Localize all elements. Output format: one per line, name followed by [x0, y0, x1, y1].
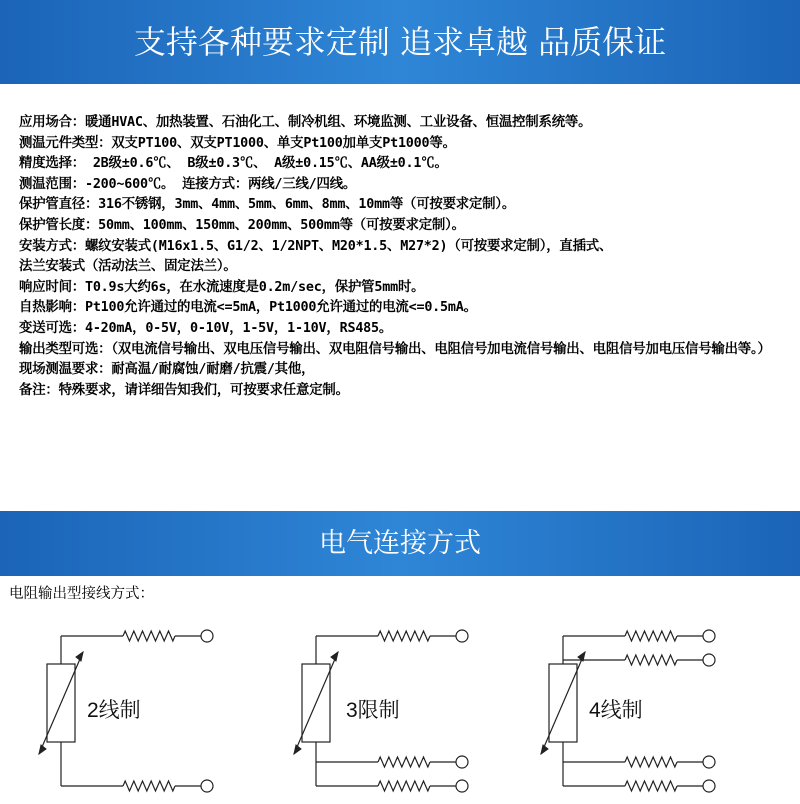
variable-arrow [294, 652, 338, 754]
terminal-circle [703, 780, 715, 792]
terminal-circle [456, 756, 468, 768]
arrow-head [541, 745, 548, 754]
terminal-circle [703, 756, 715, 768]
spec-line: 保护管直径：316不锈钢，3mm、4mm、5mm、6mm、8mm、10mm等（可按要求定制）。 [19, 197, 516, 213]
lead-resistance [625, 757, 677, 767]
spec-line: 自热影响：Pt100允许通过的电流<=5mA，Pt1000允许通过的电流<=0.5mA。 [19, 300, 477, 316]
variable-arrow [39, 652, 83, 754]
wiring-diagram-2wire [25, 606, 265, 800]
spec-line: 法兰安装式（活动法兰、固定法兰）。 [19, 259, 237, 275]
spec-line: 精度选择： 2B级±0.6℃、 B级±0.3℃、 A级±0.15℃、AA级±0.1℃。 [19, 156, 448, 172]
wiring-diagram-svg [280, 606, 520, 800]
terminal-circle [703, 654, 715, 666]
wiring-diagram-4wire [527, 606, 767, 800]
diagram-label: 3限制 [346, 699, 400, 722]
terminal-circle [456, 630, 468, 642]
spec-line: 测温元件类型：双支PT100、双支PT1000、单支Pt100加单支Pt1000等。 [19, 135, 456, 151]
arrow-head [39, 745, 46, 754]
diagram-subtitle: 电阻输出型接线方式： [9, 586, 154, 602]
top-banner [0, 0, 800, 84]
spec-line: 响应时间：T0.9s大约6s，在水流速度是0.2m/sec，保护管5mm时。 [19, 279, 425, 295]
spec-list [19, 113, 789, 401]
arrow-head [76, 652, 83, 661]
diagram-label: 2线制 [87, 699, 141, 722]
spec-line: 测温范围：-200~600℃。 连接方式：两线/三线/四线。 [19, 176, 357, 192]
diagram-label: 4线制 [589, 699, 643, 722]
spec-line: 安装方式：螺纹安装式(M16x1.5、G1/2、1/2NPT、M20*1.5、M27*2)（可按要求定制），直插式、 [19, 238, 613, 254]
lead-resistance [378, 631, 430, 641]
terminal-circle [456, 780, 468, 792]
spec-line: 变送可选：4-20mA，0-5V，0-10V，1-5V，1-10V，RS485。 [19, 320, 393, 336]
arrow-head [294, 745, 301, 754]
top-banner-title: 支持各种要求定制 追求卓越 品质保证 [133, 23, 667, 61]
wiring-diagram-svg [527, 606, 767, 800]
wiring-diagram-svg [25, 606, 265, 800]
lead-resistance [625, 631, 677, 641]
spec-line: 应用场合：暖通HVAC、加热装置、石油化工、制冷机组、环境监测、工业设备、恒温控制系统等。 [19, 115, 592, 130]
lead-resistance [123, 781, 175, 791]
arrow-head [331, 652, 338, 661]
lead-resistance [378, 757, 430, 767]
wiring-diagram-3wire [280, 606, 520, 800]
lead-resistance [123, 631, 175, 641]
terminal-circle [703, 630, 715, 642]
terminal-circle [201, 780, 213, 792]
lead-resistance [378, 781, 430, 791]
spec-line: 保护管长度：50mm、100mm、150mm、200mm、500mm等（可按要求定制）。 [19, 217, 465, 233]
spec-line: 备注：特殊要求，请详细告知我们，可按要求任意定制。 [19, 382, 349, 398]
spec-line: 输出类型可选：（双电流信号输出、双电压信号输出、双电阻信号输出、电阻信号加电流信号输出、电阻信号加电压信号输出等。） [19, 341, 771, 357]
section-banner [0, 511, 800, 576]
variable-arrow [541, 652, 585, 754]
section-banner-title: 电气连接方式 [319, 528, 481, 559]
lead-resistance [625, 655, 677, 665]
lead-resistance [625, 781, 677, 791]
terminal-circle [201, 630, 213, 642]
spec-line: 现场测温要求：耐高温/耐腐蚀/耐磨/抗震/其他， [19, 362, 315, 378]
